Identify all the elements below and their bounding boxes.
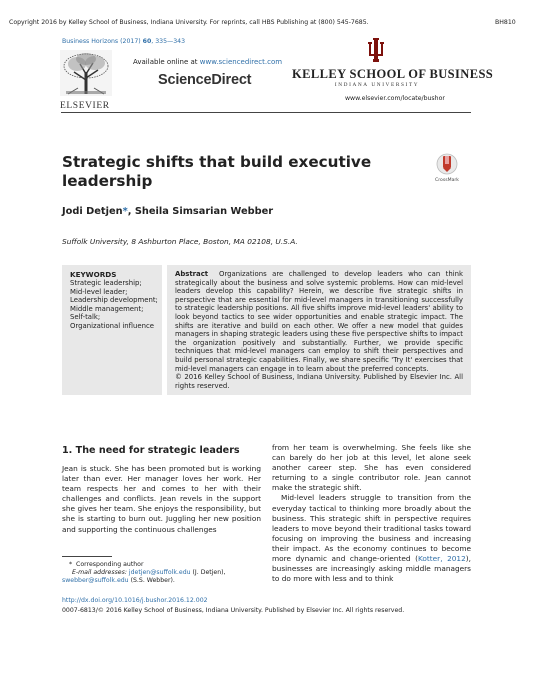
keyword-item: Middle management; (70, 304, 144, 313)
body-text: Mid-level leaders struggle to transition from the everyday tactical to thinking more broadly about the business. This strategic shift in perspective requires leaders to move beyond their traditional tasks toward focusing on improving the business and increasing their impact. As the economy continues to become more dynamic and change-oriented ( (272, 493, 471, 564)
left-column (62, 464, 261, 535)
keywords-box (62, 265, 162, 395)
author-2: Sheila Simsarian Webber (134, 206, 274, 217)
iu-trident-icon (364, 36, 388, 64)
keyword-item: Organizational influence (70, 321, 155, 330)
citation-link[interactable]: Kotter, 2012 (417, 554, 466, 564)
sciencedirect-logo: ScienceDirect (158, 72, 252, 88)
keyword-item: Leadership development; (70, 296, 158, 305)
article-title: Strategic shifts that build executive leadership (62, 153, 372, 190)
elsevier-logo (60, 50, 112, 111)
copyright-line: Copyright 2016 by Kelley School of Business, Indiana University. For reprints, call HBS Publishing at (800) 545-7685. (9, 19, 369, 26)
author-list (62, 206, 273, 217)
journal-reference[interactable] (62, 38, 185, 46)
footer-copyright: 0007-6813/© 2016 Kelley School of Business, Indiana University. Published by Elsevier Inc. All rights reserved. (62, 607, 405, 614)
author-1: Jodi Detjen (62, 206, 123, 217)
journal-pages: , 335—343 (151, 38, 186, 45)
elsevier-wordmark: ELSEVIER (60, 101, 110, 111)
keyword-list (70, 279, 158, 331)
available-online (133, 58, 282, 66)
journal-name: Business Horizons (2017) (62, 38, 141, 45)
footnote-emails (62, 569, 267, 577)
doi-link[interactable]: http://dx.doi.org/10.1016/j.bushor.2016.12.002 (62, 597, 208, 604)
footnote-mark: * (69, 561, 73, 568)
affiliation: Suffolk University, 8 Ashburton Place, Boston, MA 02108, U.S.A. (62, 237, 298, 246)
footnote-corresponding (62, 561, 267, 569)
crossmark-badge[interactable] (432, 152, 462, 183)
footnote-email-2 (62, 577, 267, 585)
right-column (272, 443, 471, 584)
sciencedirect-link[interactable]: www.sciencedirect.com (199, 58, 283, 66)
keyword-item: Self-talk; (70, 313, 101, 322)
footnote (62, 561, 267, 585)
email-link-1[interactable]: jdetjen@suffolk.edu (128, 569, 191, 576)
article-code: BH810 (495, 19, 516, 26)
footnote-divider (62, 556, 112, 557)
email-link-2[interactable]: swebber@suffolk.edu (62, 577, 129, 584)
abstract-text (167, 265, 471, 390)
author-separator: , (127, 206, 135, 217)
abstract-label: Abstract (175, 270, 209, 278)
keyword-item: Strategic leadership; (70, 279, 142, 287)
crossmark-label: CrossMark (435, 178, 459, 183)
body-paragraph (272, 493, 471, 584)
abstract-body: Organizations are challenged to develop leaders who can think strategically about the business and solve systemic problems. How can mid-level leaders develop this capability? Herein, we describe five strategic shifts in perspective that are essential for mid-level managers in transitioning successfully to strategic leadership positions. All five shifts improve mid-level leaders' ability to look beyond tactics to see wider opportunities and enable strategic impact. The shifts are iterative and build on each other. We offer a new model that guides managers in shaping strategic leaders using these five perspective shifts to impact the organization positively and substantially. Further, we provide specific techniques that mid-level managers can employ to shift their perspectives and build personal strategic capabilities. Finally, we share specific 'Try It' exercises that mid-level managers can engage in to learn about the preferred concepts. (175, 270, 463, 373)
journal-volume: 60 (142, 38, 152, 45)
indiana-university-label: INDIANA UNIVERSITY (334, 82, 420, 88)
header-divider (61, 112, 471, 113)
keywords-heading: KEYWORDS (70, 270, 117, 279)
body-paragraph: from her team is overwhelming. She feels like she can barely do her job at this level, let alone seek another career step. She has even considered returning to a single contributor role. Jean cannot make the strategic shift. (272, 443, 471, 493)
footnote-label: Corresponding author (76, 561, 144, 568)
corresponding-author-mark[interactable]: * (122, 206, 128, 217)
kelley-school-name: KELLEY SCHOOL OF BUSINESS (292, 67, 494, 81)
journal-homepage-url[interactable]: www.elsevier.com/locate/bushor (345, 95, 445, 102)
abstract-copyright: © 2016 Kelley School of Business, Indiana University. Published by Elsevier Inc. All rights reserved. (175, 373, 463, 390)
available-online-prefix: Available online at (133, 58, 198, 66)
email-label: E-mail addresses: (72, 569, 127, 576)
elsevier-tree-icon (60, 50, 112, 96)
email-owner-1: (J. Detjen), (192, 569, 226, 576)
body-text: ), businesses are increasingly asking middle managers to do more with less and to think (272, 554, 471, 584)
abstract-box (167, 265, 471, 395)
email-owner-2: (S.S. Webber). (130, 577, 175, 584)
crossmark-icon (436, 152, 458, 176)
body-paragraph: Jean is stuck. She has been promoted but is working later than ever. Her manager loves her work. Her team respects her and comes to her with their challenges and conflicts. Jean revels in the support she gives her team. She enjoys the responsibility, but she is starting to burn out. Juggling her new position and supporting the continuous challenges (62, 464, 261, 534)
keyword-item: Mid-level leader; (70, 287, 128, 296)
section-heading: 1. The need for strategic leaders (62, 445, 240, 456)
